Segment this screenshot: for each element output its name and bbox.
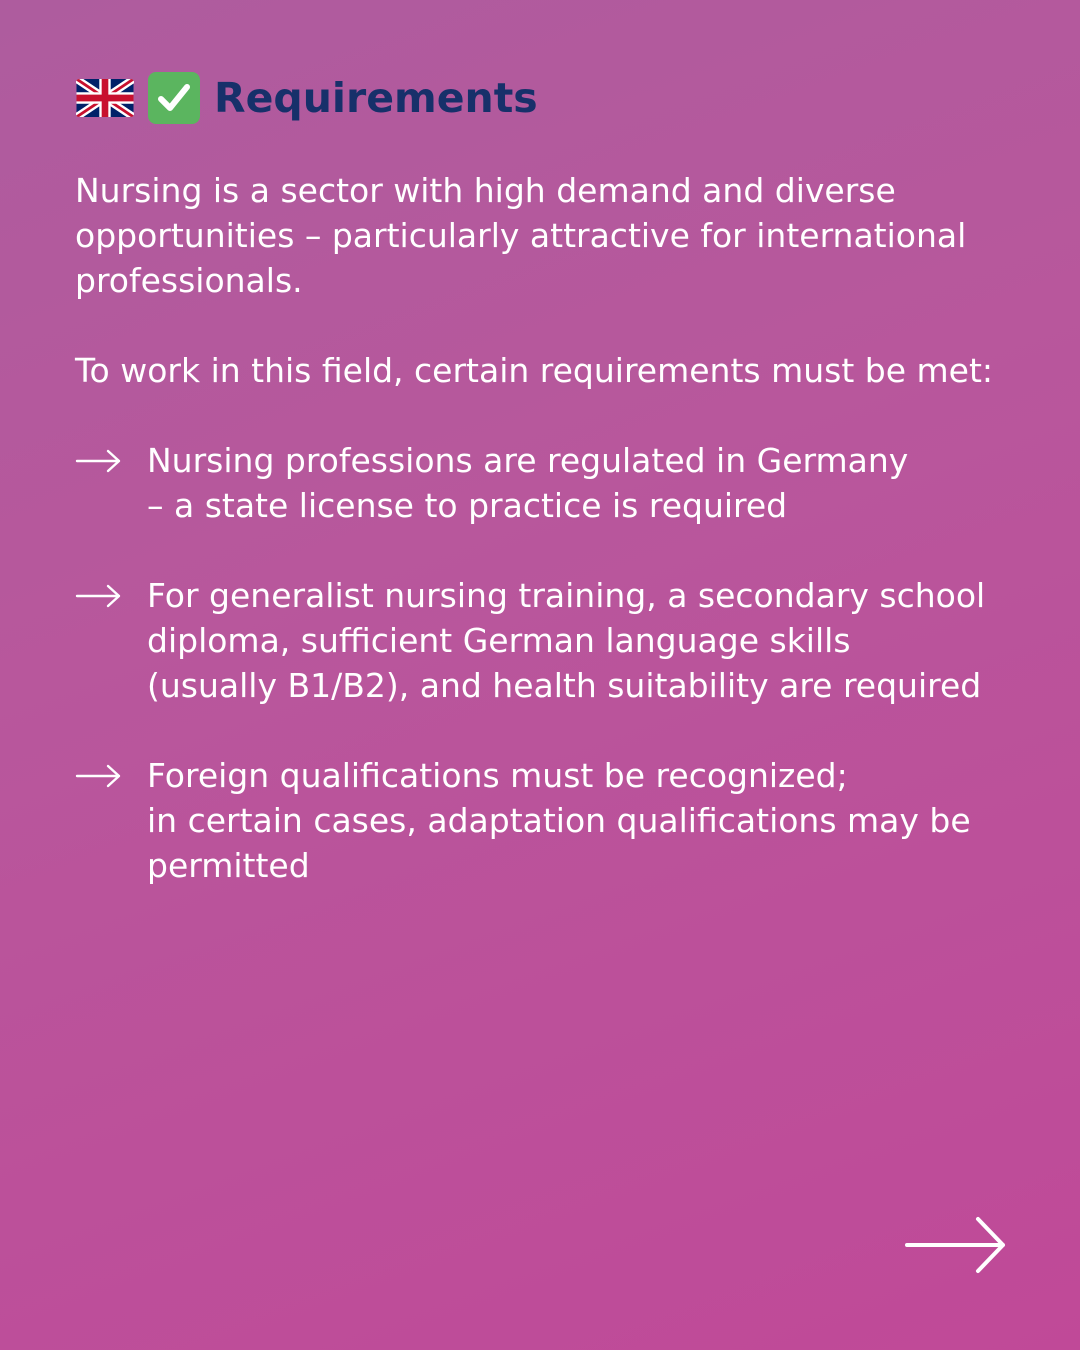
bullet-line: in certain cases, adaptation qualifications may be [147, 801, 971, 840]
bullet-item-training [75, 573, 1015, 708]
bullet-text [147, 573, 1007, 708]
arrow-right-icon [75, 573, 147, 618]
uk-flag-icon [76, 79, 134, 117]
bullet-line: Foreign qualifications must be recognized; [147, 756, 848, 795]
header [76, 68, 538, 128]
bullet-line: permitted [147, 846, 310, 885]
bullet-line: For generalist nursing training, a secondary school [147, 576, 986, 615]
bullet-item-license [75, 438, 1015, 528]
arrow-right-icon [75, 753, 147, 798]
page-title: Requirements [214, 74, 538, 122]
bullet-line: (usually B1/B2), and health suitability are required [147, 666, 982, 705]
next-slide-arrow-icon[interactable] [904, 1214, 1008, 1276]
bullet-text [147, 438, 1007, 528]
lead-paragraph: To work in this field, certain requirements must be met: [75, 351, 994, 390]
bullet-line: – a state license to practice is required [147, 486, 788, 525]
bullet-text [147, 753, 1007, 888]
arrow-right-icon [75, 438, 147, 483]
bullet-line: diploma, sufficient German language skills [147, 621, 851, 660]
bullet-line: Nursing professions are regulated in Germany [147, 441, 909, 480]
check-mark-button-icon [148, 72, 200, 124]
bullet-item-recognition [75, 753, 1015, 888]
intro-paragraph: Nursing is a sector with high demand and diverse opportunities – particularly attractive for international professionals. [75, 171, 967, 300]
